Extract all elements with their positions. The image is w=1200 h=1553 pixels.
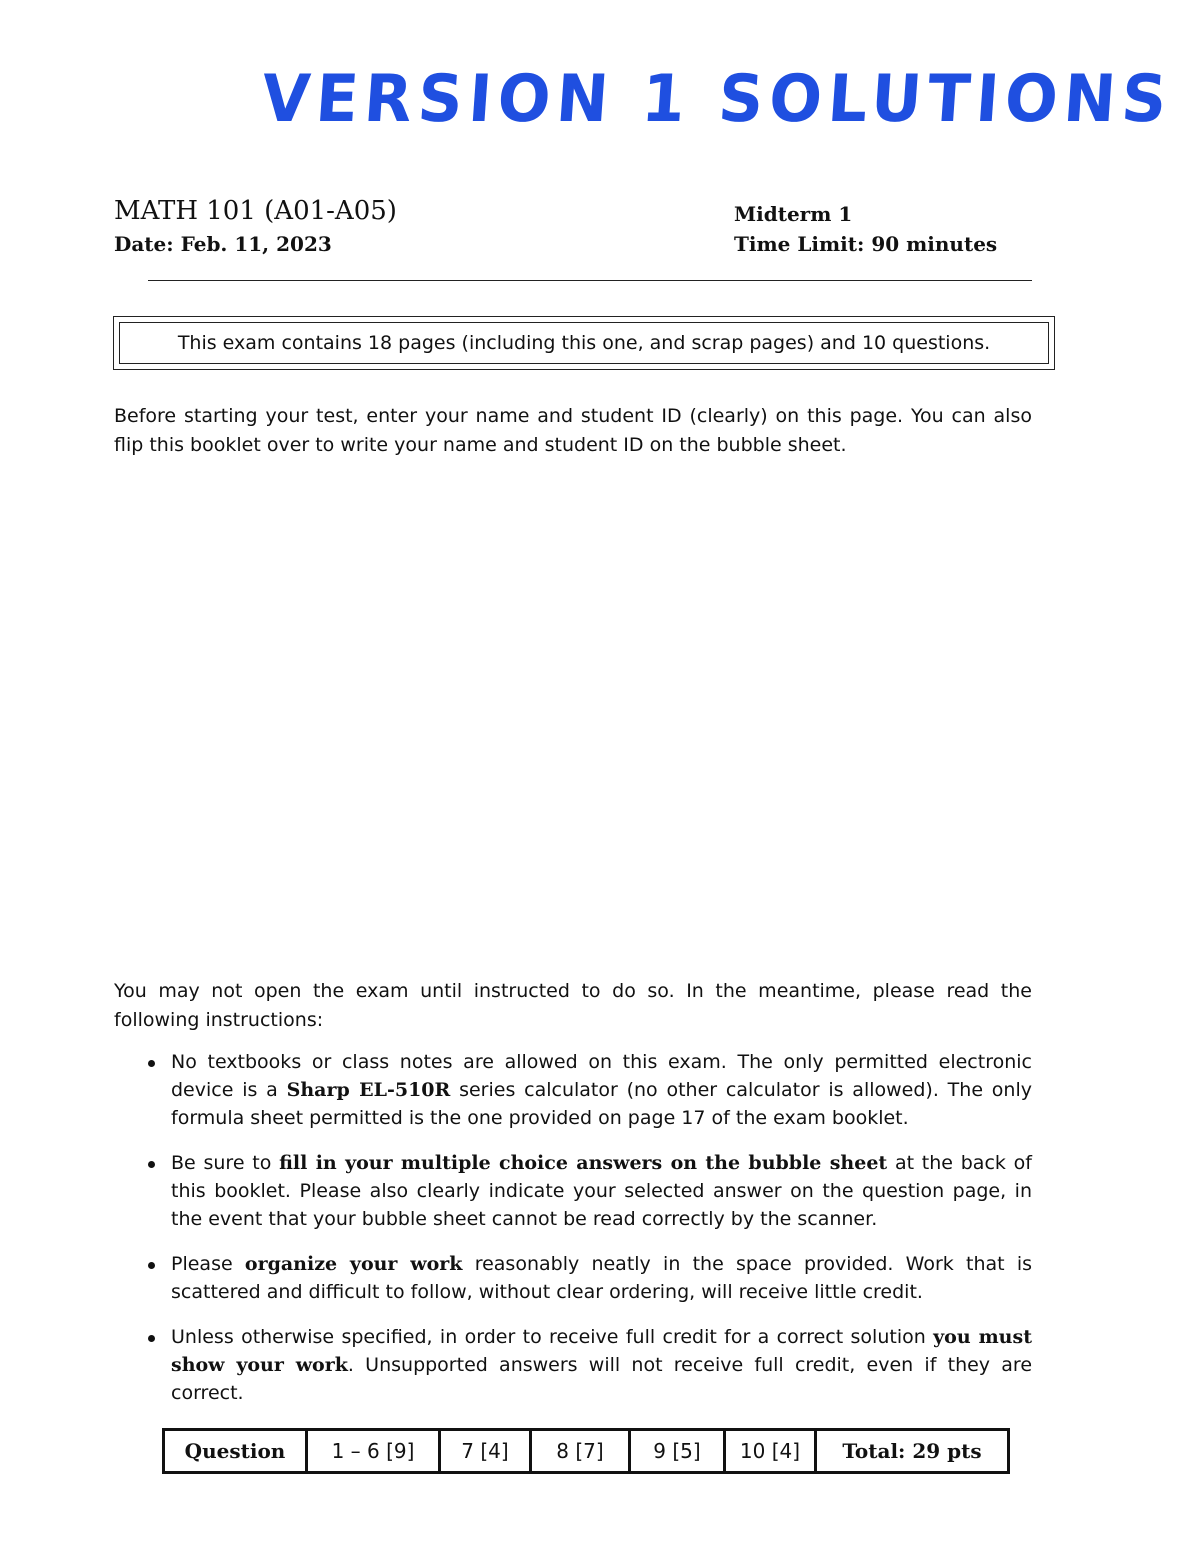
pre-exam-notice: You may not open the exam until instructed to do so. In the meantime, please read the following instructions:: [114, 980, 1032, 1031]
score-cell: 1 – 6 [9]: [307, 1430, 440, 1473]
instruction-text: series calculator (no other calculator is allowed). The only formula sheet permitted is the one provided on page 17 of the exam booklet.: [171, 1079, 1032, 1129]
bullet-icon: [148, 1335, 155, 1342]
score-table-header: Question: [164, 1430, 307, 1473]
instruction-text: reasonably neatly in the space provided. Work that is scattered and difficult to follow, without clear ordering, will receive little credit.: [171, 1253, 1033, 1303]
score-total: Total: 29 pts: [816, 1430, 1009, 1473]
info-box: [113, 316, 1055, 370]
course-title: MATH 101 (A01-A05): [114, 196, 397, 226]
instruction-text: No textbooks or class notes are allowed on this exam. The only permitted electronic device is a: [171, 1051, 1032, 1101]
instruction-list: [114, 1048, 1032, 1424]
table-row: [164, 1430, 1009, 1473]
instruction-text: Please: [171, 1253, 245, 1275]
instruction-emphasis: fill in your multiple choice answers on the bubble sheet: [279, 1152, 888, 1174]
info-box-text: This exam contains 18 pages (including this one, and scrap pages) and 10 questions.: [119, 322, 1049, 364]
exam-date: Date: Feb. 11, 2023: [114, 232, 332, 256]
bullet-icon: [148, 1060, 155, 1067]
instruction-emphasis: you must show your work: [171, 1326, 1032, 1376]
bullet-icon: [148, 1161, 155, 1168]
score-cell: 8 [7]: [531, 1430, 630, 1473]
list-item: [114, 1149, 1032, 1233]
header-divider: [148, 280, 1032, 281]
instruction-text: Unless otherwise specified, in order to receive full credit for a correct solution: [171, 1326, 934, 1348]
score-cell: 7 [4]: [440, 1430, 531, 1473]
exam-name: Midterm 1: [734, 202, 853, 226]
list-item: [114, 1048, 1032, 1132]
instruction-emphasis: Sharp EL-510R: [286, 1079, 451, 1101]
instruction-text: Be sure to: [171, 1152, 280, 1174]
score-cell: 10 [4]: [725, 1430, 816, 1473]
instruction-emphasis: organize your work: [244, 1253, 463, 1275]
score-cell: 9 [5]: [630, 1430, 725, 1473]
instruction-text: at the back of this booklet. Please also clearly indicate your selected answer on the question page, in the event that your bubble sheet cannot be read correctly by the scanner.: [171, 1152, 1032, 1230]
instruction-text: . Unsupported answers will not receive full credit, even if they are correct.: [171, 1354, 1033, 1404]
score-table: [162, 1428, 1010, 1474]
list-item: [114, 1323, 1032, 1407]
time-limit: Time Limit: 90 minutes: [734, 232, 998, 256]
handwritten-version-title: VERSION 1 SOLUTIONS: [259, 60, 1175, 137]
bullet-icon: [148, 1262, 155, 1269]
name-id-instructions: Before starting your test, enter your name and student ID (clearly) on this page. You can also flip this booklet over to write your name and student ID on the bubble sheet.: [114, 405, 1032, 456]
list-item: [114, 1250, 1032, 1306]
